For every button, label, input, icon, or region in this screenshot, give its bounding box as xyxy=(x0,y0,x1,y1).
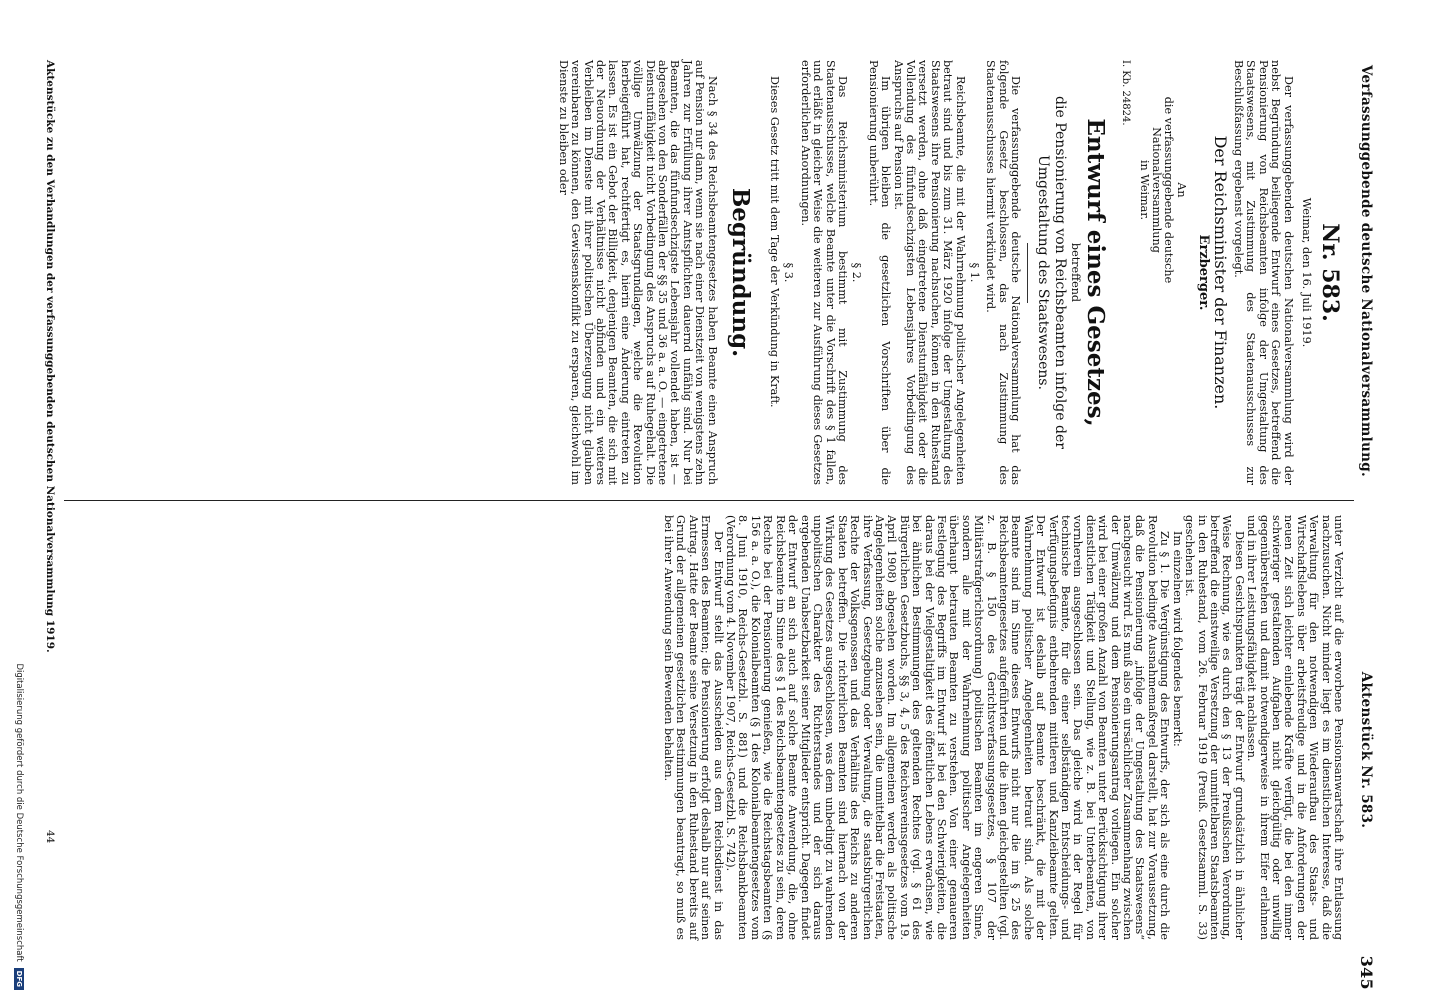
section-2-heading: § 2. xyxy=(850,262,864,283)
dfg-logo: DFG xyxy=(14,968,24,990)
section-3-text: Dieses Gesetz tritt mit dem Tage der Verkündung in Kraft. xyxy=(768,76,781,408)
draft-subject: die Pensionierung von Reichsbeamten infolge der Umgestaltung des Staatswesens. xyxy=(1035,96,1069,449)
right-paragraph-2: Diesen Gesichtspunkten trägt der Entwurf grundsätzlich in ähnlicher Weise Rechnung, wie es durch den § 13 der Preußischen Verordnung, betreffend die einstweilige Versetzung der unmittelbaren Staatsbeamten in den Ruhestand, vom 26. Februar 1919 (Preuß. Gesetzsamml. S. 33) geschehen ist. xyxy=(1183,515,1246,940)
reference-number: I. Kb. 24824. xyxy=(1120,60,1132,126)
address-line-2: die verfassunggebende deutsche Nationalversammlung xyxy=(1149,96,1176,284)
right-paragraph-5: Der Entwurf stellt das Ausscheiden aus dem Reichsdienst in das Ermessen des Beamten; die Pensionierung erfolgt deshalb nur auf seinen Antrag. Hatte der Beamte seine Versetzung in den Ruhestand bereits auf Grund der allgemeinen gesetzlichen Bestimmungen beantragt, so muß es bei ihrer Anwendung sein Bewenden behalten. xyxy=(662,515,725,940)
preamble: Die verfassunggebende deutsche Nationalversammlung hat das folgende Gesetz beschlossen, das nach Zustimmung des Staatenausschusses hiermit verkündet wird. xyxy=(984,60,1023,485)
section-2-text: Das Reichsministerium bestimmt mit Zustimmung des Staatenausschusses, welche Beamte unter die Vorschrift des § 1 fallen, und erläßt in gleicher Weise die weiteren zur Ausführung dieses Gesetzes erforderlichen Anordnungen. xyxy=(798,60,850,485)
section-3-heading: § 3. xyxy=(782,262,796,283)
signature: Erzberger. xyxy=(1196,234,1212,311)
divider-line xyxy=(1027,243,1028,303)
minister-title: Der Reichsminister der Finanzen. xyxy=(1210,135,1230,410)
section-1-text-2: Im übrigen bleiben die gesetzlichen Vorschriften über die Pensionierung unberührt. xyxy=(866,60,893,485)
running-header-left: Verfassunggebende deutsche Nationalversammlung. xyxy=(1358,65,1374,477)
section-1-heading: § 1. xyxy=(968,262,982,283)
page-number: 345 xyxy=(1357,955,1376,990)
document-number: Nr. 583. xyxy=(1317,223,1343,322)
justification-text: Nach § 34 des Reichsbeamtengesetzes haben Beamte einen Anspruch auf Pension nur dann, wenn sie nach einer Dienstzeit von wenigstens zehn Jahren zur Erfüllung ihrer Amtspflichten dauernd unfähig sind. Nur bei Beamten, die das fünfundsechzigste Lebensjahr vollendet haben, ist — abgesehen von den Sonderfällen der §§ 35 und 36 a. a. O. — eingetretene Dienstunfähigkeit nicht Vorbedingung des Anspruchs auf Ruhegehalt. Die völlige Umwälzung der Staatsgrundlagen, welche die Revolution herbeigeführt hat, rechtfertigt es, hierin eine Änderung eintreten zu lassen. Es ist ein Gebot der Billigkeit, denjenigen Beamten, die sich mit der Neuordnung der Verhältnisse nicht abfinden und ein weiteres Verbleiben im Dienste mit ihrer politischen Überzeugung nicht glauben vereinbaren zu können, den Gewissenskonflikt zu ersparen, gleichwohl im Dienste zu bleiben oder xyxy=(556,60,719,485)
footer-page-signature: 44 xyxy=(44,830,56,844)
right-paragraph-4: Zu § 1. Die Vergünstigung des Entwurfs, der sich als eine durch die Revolution bedingte Ausnahmemaßregel darstellt, hat zur Voraussetzung, daß die Pensionierung „infolge der Umgestaltung des Staatswesens“ nachgesucht wird. Es muß also ein ursächlicher Zusammenhang zwischen der Umwälzung und dem Pensionierungsantrag vorliegen. Ein solcher wird bei einer großen Anzahl von Beamten unter Berücksichtigung ihrer dienstlichen Tätigkeit und Stellung, wie z. B. bei Unterbeamten, von vornherein ausgeschlossen sein. Das gleiche wird in der Regel für technische Beamte, für die einer selbständigen Entscheidungs- und Verfügungsbefugnis entbehrenden mittleren und Kanzleibeamte gelten. Der Entwurf ist deshalb auf Beamte beschränkt, die mit der Wahrnehmung politischer Angelegenheiten betraut sind. Als solche Beamte sind im Sinne dieses Entwurfs nicht nur die im § 25 des Reichsbeamtengesetzes aufgeführten und die ihnen gleichgestellten (vgl. z. B. § 150 des Gerichtsverfassungsgesetzes, § 107 der Militärstrafgerichtsordnung) politischen Beamten im engeren Sinne, sondern alle mit der Wahrnehmung politischer Angelegenheiten überhaupt betrauten Beamten zu verstehen. Von einer genaueren Festlegung des Begriffs im Entwurf ist bei den Schwierigkeiten, die daraus bei der Vielgestaltigkeit des öffentlichen Lebens erwachsen, wie bei ähnlichen Bestimmungen des geltenden Rechtes (vgl. § 61 des Bürgerlichen Gesetzbuchs, §§ 3, 4, 5 des Reichsvereinsgesetzes vom 19. April 1908) abgesehen worden. Im allgemeinen werden als politische Angelegenheiten solche anzusehen sein, die unmittelbar die Freistaaten, ihre Verfassung, Gesetzgebung oder Verwaltung, die staatsbürgerlichen Rechte der Volksgenossen und das Verhältnis des Reichs zu anderen Staaten betreffen. Die richterlichen Beamten sind hiernach von der Wirkung des Gesetzes ausgeschlossen, was dem unbedingt zu wahrenden unpolitischen Charakter des Richterstandes und der sich daraus ergebenden Unabsetzbarkeit seiner Mitglieder entspricht. Dagegen findet der Entwurf an sich auch auf solche Beamte Anwendung, die, ohne Reichsbeamte im Sinne des § 1 des Reichsbeamtengesetzes zu sein, deren Rechte bei der Pensionierung genießen, wie die Reichstagsbeamten (§ 156 a. a. O.), die Kolonialbeamten (§ 1 des Kolonialbeamtengesetzes vom 8. Juni 1910, Reichs-Gesetzbl. S. 881) und die Reichsbankbeamten (Verordnung vom 4. November 1907, Reichs-Gesetzbl. S. 742). xyxy=(724,515,1172,940)
draft-title: Entwurf eines Gesetzes, xyxy=(1081,118,1109,427)
footer-left: Aktenstücke zu den Verhandlungen der verfassunggebenden deutschen Nationalversammlung 1919. xyxy=(44,60,56,653)
right-paragraph-1: unter Verzicht auf die erworbene Pensionsanwartschaft ihre Entlassung nachzusuchen. Nicht minder liegt es im dienstlichen Interesse, daß die Verwaltung für den notwendigen Wiederaufbau des Staats- und Wirtschaftslebens über arbeitsfreudige und in die Anforderungen der neuen Zeit sich leichter einlebende Kräfte verfügt, die bei den immer schwieriger gestaltenden Aufgaben nicht gleichgültig oder unwillig gegenüberstehen und damit notwendigerweise in ihrem Eifer erlahmen und in ihrer Leistungsfähigkeit nachlassen. xyxy=(1245,515,1345,940)
running-header-right: Aktenstück Nr. 583. xyxy=(1358,671,1374,829)
dateline: Weimar, den 16. Juli 1919. xyxy=(1300,197,1313,348)
justification-title: Begründung. xyxy=(726,187,754,358)
digitization-sidebar xyxy=(9,10,29,990)
section-1-text: Reichsbeamte, die mit der Wahrnehmung politischer Angelegenheiten betraut sind und bis zum 31. März 1920 infolge der Umgestaltung des Staatswesens ihre Pensionierung nachsuchen, können in den Ruhestand versetzt werden, ohne daß eingetretene Dienstunfähigkeit oder die Vollendung des fünfundsechzigsten Lebensjahres Vorbedingung des Anspruchs auf Pension ist. xyxy=(891,60,967,485)
betreffend: betreffend xyxy=(1068,242,1082,303)
address-block xyxy=(1137,70,1187,310)
address-line-3: in Weimar. xyxy=(1137,159,1151,221)
left-column xyxy=(556,60,1344,485)
intro-paragraph: Der verfassunggebenden deutschen Nationalversammlung wird der nebst Begründung beiliegende Entwurf eines Gesetzes, betreffend die Pensionierung von Reichsbeamten infolge der Umgestaltung des Staatswesens, mit Zustimmung des Staatenausschusses zur Beschlußfassung ergebenst vorgelegt. xyxy=(1231,60,1295,485)
right-column xyxy=(662,515,1344,940)
column-divider xyxy=(64,500,1354,501)
right-paragraph-3: Im einzelnen wird folgendes bemerkt: xyxy=(1170,531,1184,747)
digitization-note: Digitalisierung gefördert durch die Deutsche Forschungsgemeinschaft xyxy=(14,663,24,962)
address-line-1: An xyxy=(1174,182,1188,198)
